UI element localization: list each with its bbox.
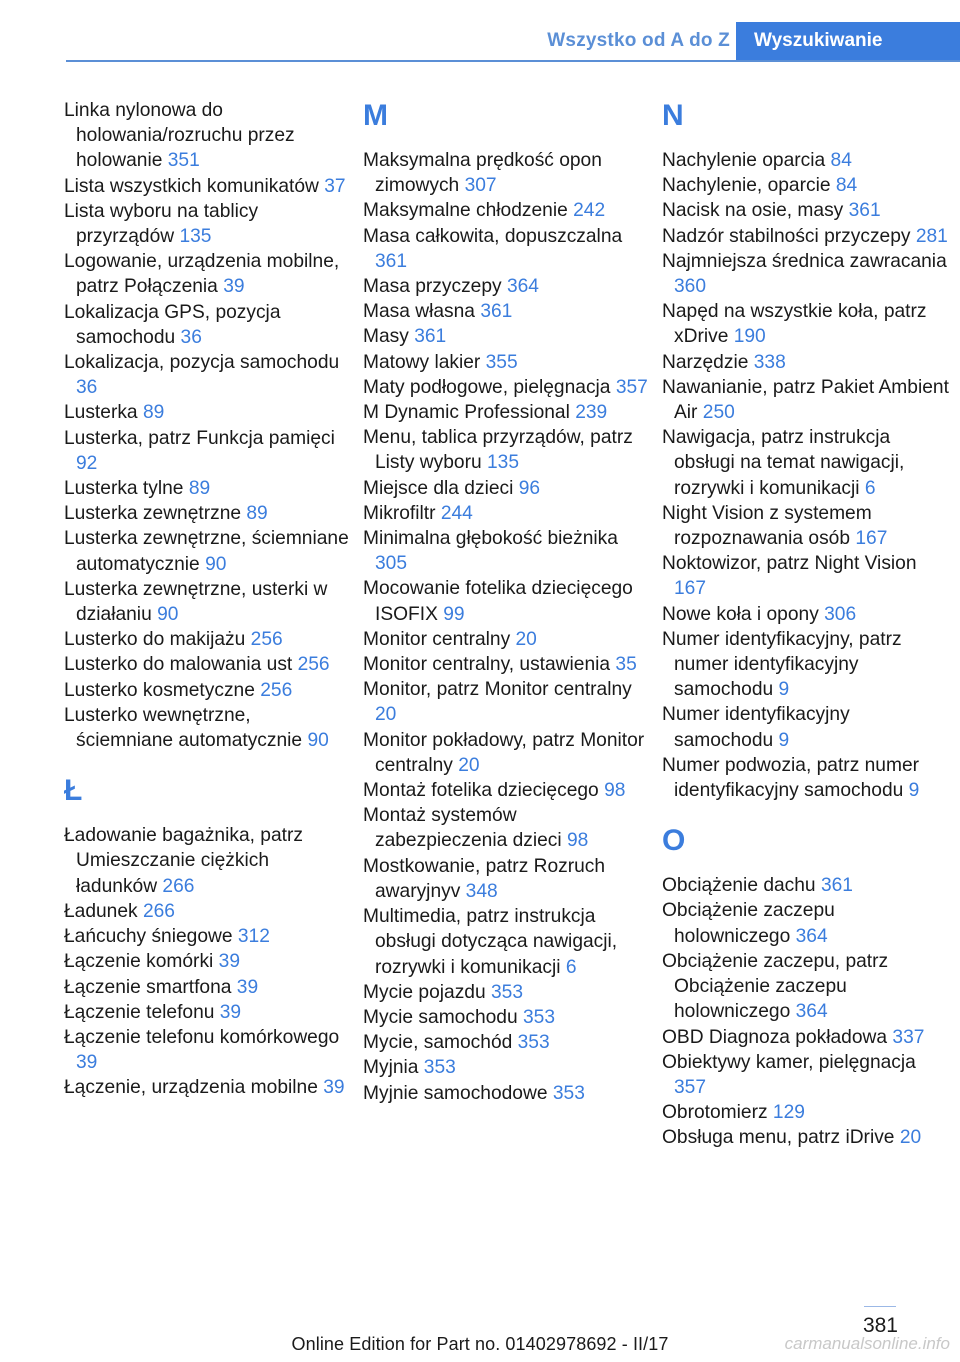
index-entry: [64, 703, 349, 753]
index-entry: [363, 198, 648, 223]
entry-page-link[interactable]: 337: [892, 1026, 925, 1048]
entry-page-link[interactable]: 89: [188, 478, 211, 500]
entry-term: Myjnie samochodowe: [363, 1082, 548, 1104]
entry-page-link[interactable]: 244: [440, 502, 473, 524]
entry-term: Noktowizor, patrz Night Vision: [662, 553, 917, 575]
index-entry: [64, 426, 349, 476]
entry-term: Lokalizacja GPS, pozycja samochodu: [64, 301, 281, 348]
index-entry: [64, 924, 349, 949]
index-entry: [662, 249, 952, 299]
index-entry: [363, 854, 648, 904]
entry-page-link[interactable]: 39: [323, 1077, 345, 1099]
edition-footer: Online Edition for Part no. 01402978692 - II/17: [291, 1334, 669, 1354]
entry-page-link[interactable]: 338: [753, 351, 786, 373]
index-entry: [662, 1025, 952, 1050]
entry-term: Łańcuchy śniegowe: [64, 926, 233, 948]
entry-page-link[interactable]: 167: [855, 528, 888, 550]
entry-term: Lusterko kosmetyczne: [64, 679, 255, 701]
entry-term: Obrotomierz: [662, 1102, 768, 1124]
entry-term: Monitor centralny, ustawienia: [363, 654, 611, 676]
index-entry: [662, 299, 952, 349]
entry-page-link[interactable]: 351: [167, 150, 200, 172]
entry-term: Łączenie smartfona: [64, 976, 232, 998]
entry-page-link[interactable]: 242: [573, 200, 606, 222]
entry-page-link[interactable]: 96: [518, 477, 541, 499]
entry-page-link[interactable]: 364: [795, 1001, 828, 1023]
index-entry: [363, 400, 648, 425]
entry-page-link[interactable]: 312: [237, 926, 270, 948]
entry-page-link[interactable]: 361: [848, 200, 881, 222]
entry-page-link[interactable]: 353: [491, 981, 524, 1003]
entry-term: Night Vision z systemem rozpoznawania osób: [662, 502, 872, 550]
entry-term: Lusterka zewnętrzne: [64, 503, 242, 525]
index-entry: [363, 1081, 648, 1106]
entry-page-link[interactable]: 6: [864, 477, 876, 499]
entry-page-link[interactable]: 90: [157, 604, 179, 626]
entry-page-link[interactable]: 90: [205, 553, 227, 575]
entry-term: Maksymalna prędkość opon zimowych: [363, 150, 602, 197]
entry-page-link[interactable]: 361: [375, 250, 408, 272]
header-divider: [66, 60, 960, 62]
entry-term: Multimedia, patrz instrukcja obsługi dotycząca nawigacji, rozrywki i komunikacji: [363, 906, 618, 978]
section-letter: O: [662, 824, 686, 858]
index-entry: [363, 299, 648, 324]
entry-page-link[interactable]: 39: [219, 1001, 242, 1023]
entry-term: Obciążenie zaczepu holowniczego: [662, 900, 835, 947]
entry-term: Menu, tablica przyrządów, patrz Listy wyboru: [363, 427, 633, 474]
index-entry: [662, 873, 952, 898]
index-entry: [64, 652, 349, 677]
entry-page-link[interactable]: 39: [223, 276, 245, 298]
entry-term: Lusterka tylne: [64, 478, 184, 500]
entry-term: Lusterka: [64, 402, 138, 424]
entry-page-link[interactable]: 239: [575, 402, 608, 424]
entry-term: Mikrofiltr: [363, 502, 436, 524]
entry-page-link[interactable]: 353: [552, 1082, 585, 1104]
index-entry: [64, 249, 349, 299]
index-entry: [363, 1005, 648, 1030]
index-entry: [64, 1000, 349, 1025]
watermark: carmanualsonline.info: [784, 1334, 950, 1353]
index-entry: [363, 350, 648, 375]
index-entry: [363, 1030, 648, 1055]
entry-term: Matowy lakier: [363, 351, 481, 373]
entry-page-link[interactable]: 167: [674, 578, 707, 600]
index-entry: [64, 627, 349, 652]
index-entry: [64, 174, 349, 199]
index-entry: [363, 425, 648, 475]
entry-term: Monitor pokładowy, patrz Monitor centralny: [363, 729, 645, 776]
entry-term: Ładunek: [64, 900, 138, 922]
entry-page-link[interactable]: 256: [260, 679, 293, 701]
entry-term: Masa całkowita, dopuszczalna: [363, 225, 623, 247]
entry-page-link[interactable]: 306: [824, 603, 857, 625]
index-entry: [662, 1100, 952, 1125]
index-entry: [662, 753, 952, 803]
entry-term: Nachylenie, oparcie: [662, 175, 831, 197]
entry-page-link[interactable]: 360: [674, 276, 707, 298]
index-entry: [662, 602, 952, 627]
tab-search[interactable]: Wyszukiwanie: [736, 22, 960, 62]
entry-page-link[interactable]: 135: [179, 226, 212, 248]
entry-page-link[interactable]: 250: [702, 402, 735, 424]
entry-page-link[interactable]: 190: [733, 326, 766, 348]
index-entry: [363, 728, 648, 778]
index-entry: [64, 899, 349, 924]
entry-page-link[interactable]: 364: [506, 276, 539, 298]
index-entry: [363, 501, 648, 526]
entry-page-link[interactable]: 99: [443, 603, 465, 625]
index-entry: [363, 980, 648, 1005]
index-entry: [662, 627, 952, 703]
entry-term: Linka nylonowa do holowania/rozruchu przez holowanie: [64, 100, 295, 172]
entry-page-link[interactable]: 98: [567, 830, 589, 852]
entry-term: Nawanianie, patrz Pakiet Ambient Air: [662, 376, 949, 424]
entry-page-link[interactable]: 6: [565, 956, 577, 978]
index-entry: [64, 400, 349, 425]
entry-term: Myjnia: [363, 1057, 419, 1079]
entry-term: Nowe koła i opony: [662, 603, 819, 625]
entry-term: Monitor, patrz Monitor centralny: [363, 679, 632, 701]
entry-page-link[interactable]: 355: [485, 351, 518, 373]
index-column-3: [662, 98, 952, 1151]
entry-page-link[interactable]: 20: [375, 704, 397, 726]
entry-term: Lusterka zewnętrzne, usterki w działaniu: [64, 578, 328, 626]
index-entry: [64, 949, 349, 974]
section-letter: M: [363, 99, 388, 132]
entry-page-link[interactable]: 361: [820, 875, 853, 897]
entry-term: Lokalizacja, pozycja samochodu: [64, 352, 340, 374]
entry-term: Łączenie telefonu: [64, 1001, 215, 1023]
index-entry: [64, 476, 349, 501]
index-entry: [662, 350, 952, 375]
entry-term: Obciążenie dachu: [662, 875, 816, 897]
index-entry: [64, 1075, 349, 1100]
index-entry: [64, 975, 349, 1000]
index-entry: [363, 526, 648, 576]
entry-term: Lista wyboru na tablicy przyrządów: [64, 200, 259, 248]
entry-page-link[interactable]: 84: [830, 150, 852, 171]
index-entry: [363, 476, 648, 501]
entry-page-link[interactable]: 90: [307, 730, 329, 752]
index-entry: [662, 1050, 952, 1100]
index-entry: [363, 677, 648, 727]
index-entry: [64, 199, 349, 249]
index-entry: [363, 274, 648, 299]
entry-term: Maty podłogowe, pielęgnacja: [363, 376, 611, 398]
entry-page-link[interactable]: 20: [515, 628, 537, 650]
entry-page-link[interactable]: 305: [375, 553, 408, 575]
entry-page-link[interactable]: 36: [180, 326, 202, 348]
index-entry: [363, 224, 648, 274]
entry-page-link[interactable]: 266: [162, 875, 195, 897]
index-entry: [363, 778, 648, 803]
tab-a-to-z[interactable]: Wszystko od A do Z: [547, 30, 730, 51]
entry-page-link[interactable]: 39: [218, 951, 240, 973]
entry-term: Nadzór stabilności przyczepy: [662, 225, 911, 247]
entry-term: Numer identyfikacyjny, patrz numer identyfikacyjny samochodu: [662, 628, 902, 701]
entry-term: Mocowanie fotelika dziecięcego ISOFIX: [363, 578, 633, 625]
entry-term: Numer identyfikacyjny samochodu: [662, 704, 850, 751]
entry-page-link[interactable]: 36: [76, 377, 98, 399]
entry-term: Lusterka, patrz Funkcja pamięci: [64, 427, 335, 449]
entry-page-link[interactable]: 98: [604, 780, 626, 802]
entry-term: Mycie samochodu: [363, 1006, 518, 1028]
index-entry: [662, 224, 952, 249]
entry-term: Lusterko do malowania ust: [64, 654, 293, 676]
entry-term: Montaż fotelika dziecięcego: [363, 780, 599, 802]
index-entry: [64, 98, 349, 174]
entry-term: Łączenie telefonu komórkowego: [64, 1026, 340, 1048]
entry-term: Nacisk na osie, masy: [662, 200, 844, 222]
entry-page-link[interactable]: 35: [615, 654, 637, 676]
entry-page-link[interactable]: 89: [246, 503, 268, 525]
entry-term: Mycie, samochód: [363, 1032, 513, 1054]
entry-term: Minimalna głębokość bieżnika: [363, 528, 618, 550]
entry-term: Obciążenie zaczepu, patrz Obciążenie zaczepu holowniczego: [662, 950, 889, 1023]
index-column-1: [64, 98, 349, 1101]
index-entry: [662, 425, 952, 501]
page-number: 381: [862, 1314, 898, 1337]
index-entry: [662, 949, 952, 1025]
entry-term: Masa przyczepy: [363, 276, 502, 298]
index-entry: [64, 823, 349, 899]
entry-term: Najmniejsza średnica zawracania: [662, 250, 947, 272]
entry-term: Numer podwozia, patrz numer identyfikacyjny samochodu: [662, 754, 920, 802]
index-entry: [363, 375, 648, 400]
entry-page-link[interactable]: 281: [915, 225, 948, 247]
index-entry: [64, 577, 349, 627]
entry-page-link[interactable]: 129: [772, 1102, 805, 1124]
entry-term: M Dynamic Professional: [363, 402, 570, 424]
entry-term: Montaż systemów zabezpieczenia dzieci: [363, 805, 562, 852]
index-entry: [64, 1025, 349, 1075]
entry-page-link[interactable]: 256: [297, 654, 330, 676]
entry-term: Logowanie, urządzenia mobilne, patrz Połączenia: [64, 251, 340, 298]
section-letter: N: [662, 99, 684, 132]
index-entry: [64, 350, 349, 400]
entry-page-link[interactable]: 84: [835, 175, 858, 197]
entry-page-link[interactable]: 20: [458, 754, 480, 776]
entry-page-link[interactable]: 361: [414, 326, 447, 348]
entry-term: Lusterko do makijażu: [64, 629, 246, 651]
entry-term: Mycie pojazdu: [363, 981, 486, 1003]
entry-term: Maksymalne chłodzenie: [363, 200, 568, 222]
entry-page-link[interactable]: 39: [236, 976, 259, 998]
entry-page-link[interactable]: 353: [522, 1006, 555, 1028]
entry-page-link[interactable]: 348: [465, 880, 498, 902]
index-entry: [363, 652, 648, 677]
index-entry: [363, 324, 648, 349]
entry-page-link[interactable]: 9: [778, 679, 790, 701]
entry-term: Lusterko wewnętrzne, ściemniane automatycznie: [64, 704, 303, 752]
entry-page-link[interactable]: 92: [76, 452, 98, 474]
entry-page-link[interactable]: 9: [908, 780, 920, 802]
entry-term: Lusterka zewnętrzne, ściemniane automatycznie: [64, 528, 349, 575]
entry-page-link[interactable]: 89: [142, 402, 165, 424]
index-entry: [363, 148, 648, 198]
index-entry: [363, 576, 648, 626]
entry-term: Łączenie, urządzenia mobilne: [64, 1077, 318, 1099]
entry-term: Miejsce dla dzieci: [363, 477, 514, 499]
entry-term: Monitor centralny: [363, 628, 511, 650]
entry-term: Mostkowanie, patrz Rozruch awaryjnyv: [363, 855, 606, 902]
index-entry: [64, 526, 349, 576]
index-entry: [64, 678, 349, 703]
entry-term: Narzędzie: [662, 351, 749, 373]
index-entry: [363, 803, 648, 853]
index-entry: [662, 1125, 952, 1150]
index-entry: [662, 148, 952, 173]
entry-page-link[interactable]: 307: [464, 175, 497, 197]
entry-page-link[interactable]: 353: [517, 1032, 550, 1054]
entry-term: Nawigacja, patrz instrukcja obsługi na temat nawigacji, rozrywki i komunikacji: [662, 427, 905, 499]
entry-term: Nachylenie oparcia: [662, 150, 826, 171]
entry-term: Napęd na wszystkie koła, patrz xDrive: [662, 301, 927, 348]
entry-term: Obiektywy kamer, pielęgnacja: [662, 1051, 916, 1073]
entry-page-link[interactable]: 353: [423, 1057, 456, 1079]
index-entry: [662, 501, 952, 551]
footer-divider: [864, 1306, 896, 1307]
index-column-2: [363, 98, 648, 1106]
entry-page-link[interactable]: 357: [615, 376, 648, 398]
index-entry: [64, 300, 349, 350]
index-entry: [662, 551, 952, 601]
index-entry: [662, 702, 952, 752]
entry-page-link[interactable]: 266: [142, 900, 175, 922]
index-entry: [363, 627, 648, 652]
entry-term: Masy: [363, 326, 409, 348]
entry-term: Obsługa menu, patrz iDrive: [662, 1127, 895, 1149]
index-entry: [662, 898, 952, 948]
entry-page-link[interactable]: 256: [250, 629, 283, 651]
page-header: [66, 22, 960, 62]
entry-page-link[interactable]: 20: [899, 1127, 922, 1149]
entry-page-link[interactable]: 37: [324, 175, 346, 197]
index-entry: [662, 198, 952, 223]
index-entry: [363, 1055, 648, 1080]
entry-term: OBD Diagnoza pokładowa: [662, 1026, 888, 1048]
entry-term: Lista wszystkich komunikatów: [64, 175, 319, 197]
index-entry: [363, 904, 648, 980]
entry-term: Ładowanie bagażnika, patrz Umieszczanie ciężkich ładunków: [64, 825, 303, 897]
index-entry: [662, 375, 952, 425]
entry-term: Łączenie komórki: [64, 951, 214, 973]
entry-term: Masa własna: [363, 301, 475, 323]
section-letter: Ł: [64, 774, 83, 808]
index-entry: [662, 173, 952, 198]
entry-page-link[interactable]: 39: [76, 1052, 98, 1074]
entry-page-link[interactable]: 364: [795, 925, 828, 947]
entry-page-link[interactable]: 361: [480, 301, 513, 323]
entry-page-link[interactable]: 9: [778, 729, 790, 751]
entry-page-link[interactable]: 135: [486, 452, 519, 474]
entry-page-link[interactable]: 357: [674, 1076, 707, 1098]
index-entry: [64, 501, 349, 526]
